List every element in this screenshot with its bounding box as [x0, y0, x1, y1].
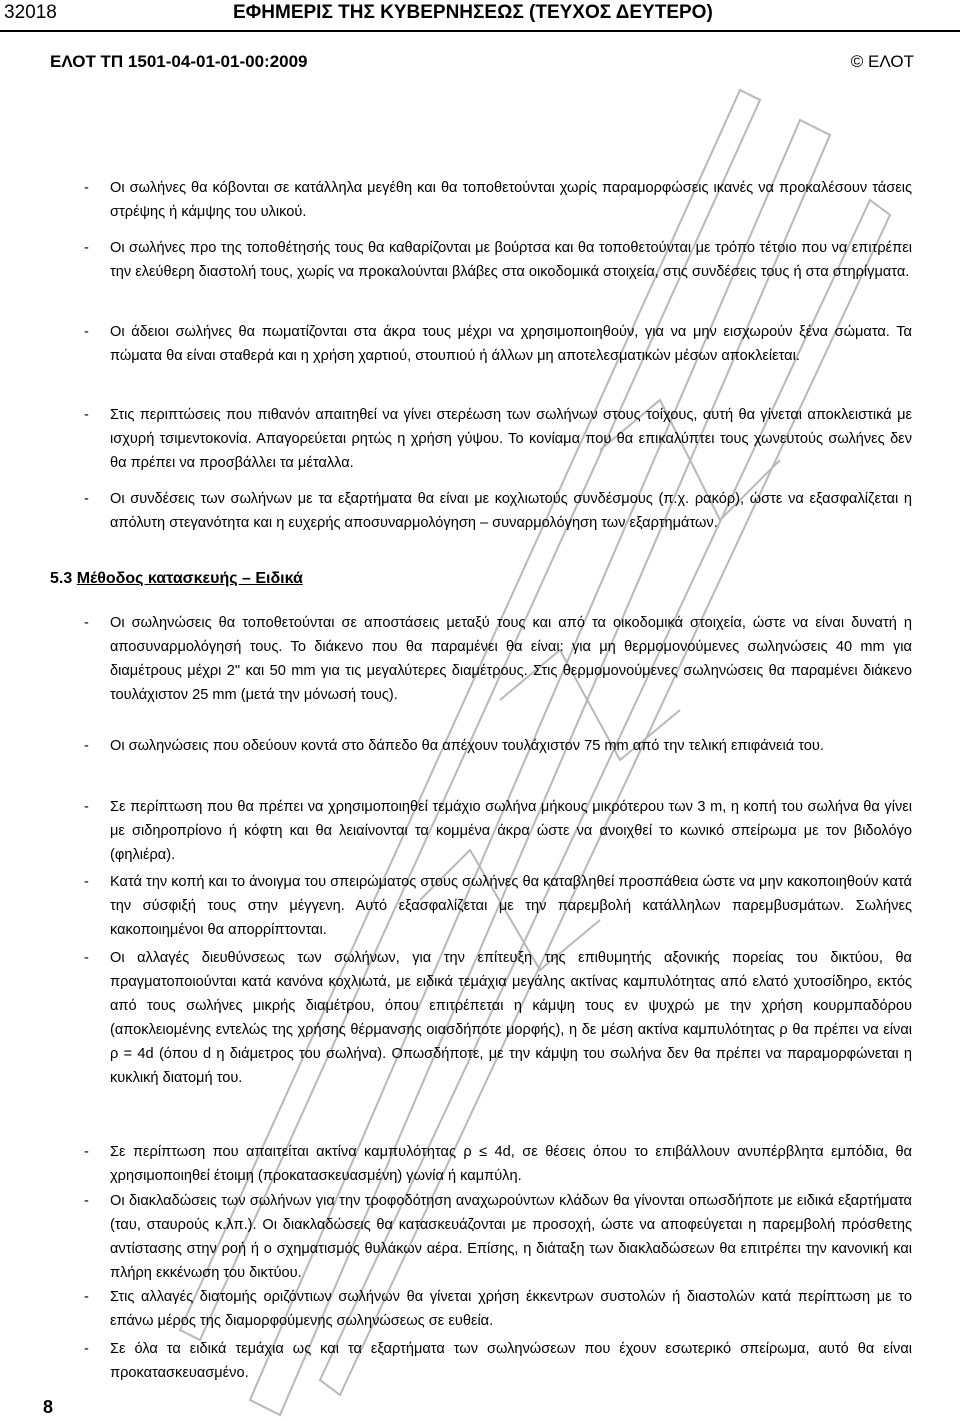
list-item: - Κατά την κοπή και το άνοιγμα του σπειρώματος στους σωλήνες θα καταβληθεί προσπάθεια ώστε να μην κακοποιηθούν κατά την σύσφιξή τους στην μέγγενη. Αυτό εξασφαλίζεται με την παρεμβολή κατάλληλων παρεμβυσμάτων. Σωλήνες κακοποιημένοι θα απορρίπτονται. — [84, 874, 912, 938]
footer-page-index: 8 — [43, 1397, 54, 1417]
header-rule — [0, 30, 960, 32]
copyright-icon: © — [850, 52, 864, 71]
gazette-title: ΕΦΗΜΕΡΙΣ ΤΗΣ ΚΥΒΕΡΝΗΣΕΩΣ (ΤΕΥΧΟΣ ΔΕΥΤΕΡΟ) — [233, 2, 713, 23]
section-number: 5.3 — [50, 570, 73, 587]
list-item: - Σε περίπτωση που απαιτείται ακτίνα καμπυλότητας ρ ≤ 4d, σε θέσεις όπου το επιβάλλουν ανυπέρβλητα εμπόδια, θα χρησιμοποιηθεί έτοιμη (προκατασκευασμένη) γωνία ή καμπύλη. — [84, 1144, 912, 1184]
list-item: - Σε περίπτωση που θα πρέπει να χρησιμοποιηθεί τεμάχιο σωλήνα μήκους μικρότερου των 3 m, η κοπή του σωλήνα θα γίνει με σιδηροπρίονο ή κόφτη και θα λειαίνονται τα κομμένα άκρα ώστε να ανοιχθεί το κωνικό σπείρωμα με τον βιδολόγο (φηλιέρα). — [84, 799, 912, 863]
standard-id: ΕΛΟΤ ΤΠ 1501-04-01-01-00:2009 — [50, 52, 308, 71]
list-item: - Οι συνδέσεις των σωλήνων με τα εξαρτήματα θα είναι με κοχλιωτούς συνδέσμους (π.χ. ρακόρ), ώστε να εξασφαλίζεται η απόλυτη στεγανότητα και η ευχερής αποσυναρμολόγηση – συναρμολόγηση των εξαρτημάτων. — [84, 491, 912, 531]
list-item: - Στις περιπτώσεις που πιθανόν απαιτηθεί να γίνει στερέωση των σωλήνων στους τοίχους, αυτή θα γίνεται αποκλειστικά με ισχυρή τσιμεντοκονία. Απαγορεύεται ρητώς η χρήση γύψου. Το κονίαμα που θα επικαλύπτει τους χωνευτούς σωλήνες δεν θα πρέπει να προσβάλλει τα μέταλλα. — [84, 407, 912, 471]
page-number: 32018 — [4, 2, 57, 23]
section-heading — [50, 570, 303, 588]
list-item: - Οι διακλαδώσεις των σωλήνων για την τροφοδότηση αναχωρούντων κλάδων θα γίνονται οπωσδήποτε με ειδικά εξαρτήματα (ταυ, σταυρούς κ.λπ.). Οι διακλαδώσεις θα κατασκευάζονται με προσοχή, ώστε να αποφεύγεται η παρεμβολή πρόσθετης αντίστασης στην ροή ή ο σχηματισμός θυλάκων αέρα. Επίσης, η διάταξη των διακλαδώσεων θα επιτρέπει την κανονική και πλήρη εκκένωση του δικτύου. — [84, 1193, 912, 1281]
list-item: - Στις αλλαγές διατομής οριζόντιων σωλήνων θα γίνεται χρήση έκκεντρων συστολών ή διαστολών κατά περίπτωση με το επάνω μέρος της διαμορφούμενης σωληνώσεως σε ευθεία. — [84, 1289, 912, 1329]
list-item: - Οι σωληνώσεις που οδεύουν κοντά στο δάπεδο θα απέχουν τουλάχιστον 75 mm από την τελική επιφάνειά του. — [84, 738, 824, 754]
copyright-org: ΕΛΟΤ — [868, 52, 914, 71]
gazette-header — [0, 0, 960, 30]
list-item: - Οι σωληνώσεις θα τοποθετούνται σε αποστάσεις μεταξύ τους και από τα οικοδομικά στοιχεία, ώστε να είναι δυνατή η αποσυναρμολόγησή τους. Το διάκενο που θα παραμένει θα είναι: για μη θερμομονούμενες σωληνώσεις 40 mm για διαμέτρους μέχρι 2" και 50 mm για τις μεγαλύτερες διαμέτρους. Στις θερμομονούμενες σωληνώσεις θα παραμένει διάκενο τουλάχιστον 25 mm (μετά την μόνωσή τους). — [84, 615, 912, 703]
list-item: - Οι άδειοι σωλήνες θα πωματίζονται στα άκρα τους μέχρι να χρησιμοποιηθούν, για να μην εισχωρούν ξένα σώματα. Τα πώματα θα είναι σταθερά και η χρήση χαρτιού, στουπιού ή άλλων μη αποτελεσματικών μέσων αποκλείεται. — [84, 324, 912, 364]
copyright — [851, 52, 914, 72]
section-title: Μέθοδος κατασκευής – Ειδικά — [76, 570, 303, 587]
list-item: - Οι αλλαγές διευθύνσεως των σωλήνων, για την επίτευξη της επιθυμητής αξονικής πορείας του δικτύου, θα πραγματοποιούνται κατά κανόνα κοχλιωτά, με ειδικά τεμάχια μεγάλης ακτίνας καμπυλότητας από ελατό χυτοσίδηρο, εκτός από τους σωλήνες μικρής διαμέτρου, όπου επιτρέπεται η κάμψη τους εν ψυχρώ με την χρήση κουρμπαδόρου (αποκλειομένης εντελώς της χρήσης θέρμανσης οιασδήποτε μορφής), η δε μέση ακτίνα καμπυλότητας ρ θα πρέπει να είναι ρ = 4d (όπου d η διάμετρος του σωλήνα). Οπωσδήποτε, με την κάμψη του σωλήνα δεν θα πρέπει να παραμορφώνεται η κυκλική διατομή του. — [84, 950, 912, 1086]
list-item: - Σε όλα τα ειδικά τεμάχια ως και τα εξαρτήματα των σωληνώσεων που έχουν εσωτερικό σπείρωμα, αυτό θα είναι προκατασκευασμένο. — [84, 1341, 912, 1381]
list-item: - Οι σωλήνες θα κόβονται σε κατάλληλα μεγέθη και θα τοποθετούνται χωρίς παραμορφώσεις ικανές να προκαλέσουν τάσεις στρέψης ή κάμψης του υλικού. — [84, 180, 912, 220]
list-item: - Οι σωλήνες προ της τοποθέτησής τους θα καθαρίζονται με βούρτσα και θα τοποθετούνται με τρόπο τέτοιο που να επιτρέπει την ελεύθερη διαστολή τους, χωρίς να προκαλούνται βλάβες στα οικοδομικά στοιχεία, στις συνδέσεις τους ή στα στηρίγματα. — [84, 240, 912, 280]
